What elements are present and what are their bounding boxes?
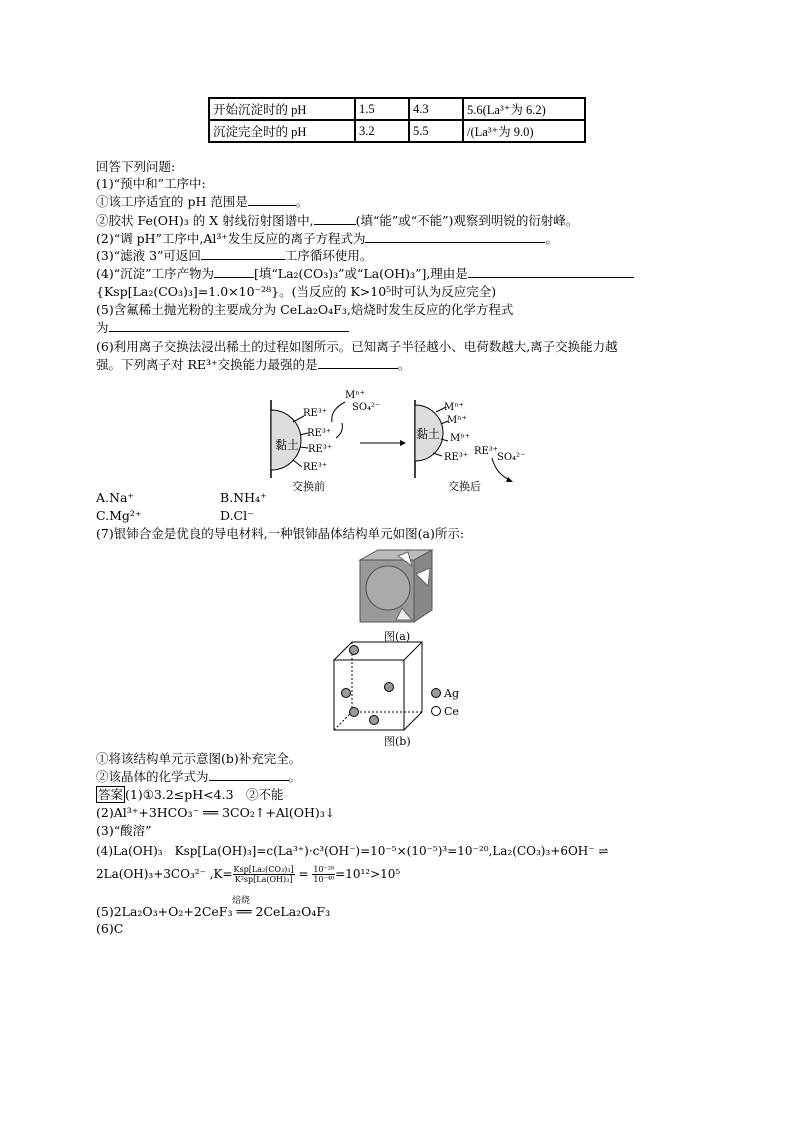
q1b-pre: ②胶状 Fe(OH)₃ 的 X 射线衍射图谱中, bbox=[96, 213, 314, 228]
q7: (7)银铈合金是优良的导电材料,一种银铈晶体结构单元如图(a)所示: bbox=[96, 526, 465, 541]
option-c[interactable]: C.Mg²⁺ bbox=[96, 508, 142, 523]
q4-mid: [填“La₂(CO₃)₃”或“La(OH)₃”],理由是 bbox=[254, 266, 468, 281]
table-cell: 1.5 bbox=[355, 98, 409, 120]
table-cell: 3.2 bbox=[355, 120, 409, 142]
option-b[interactable]: B.NH₄⁺ bbox=[220, 490, 267, 505]
q4-pre: (4)“沉淀”工序产物为 bbox=[96, 266, 214, 281]
q7b: ②该晶体的化学式为 。 bbox=[96, 769, 302, 784]
q1a-text: ①该工序适宜的 pH 范围是 bbox=[96, 194, 248, 209]
answer-6: (6)C bbox=[96, 921, 124, 936]
caption-after: 交换后 bbox=[448, 480, 481, 493]
answer-blank[interactable] bbox=[365, 230, 545, 243]
clay-label-after: 黏土 bbox=[416, 427, 441, 441]
answer-1-text: (1)①3.2≤pH<4.3 ②不能 bbox=[125, 787, 284, 802]
answer-blank[interactable] bbox=[248, 193, 296, 206]
caption-figure-b: 图(b) bbox=[384, 735, 411, 748]
caption-before: 交换前 bbox=[292, 480, 325, 493]
table-row bbox=[209, 120, 585, 142]
table-row bbox=[209, 98, 585, 120]
frac-den: K²sp[La(OH)₃] bbox=[234, 875, 293, 884]
q5-line2 bbox=[96, 319, 349, 336]
answer-blank[interactable] bbox=[214, 265, 254, 278]
answer-4-line2: 2La(OH)₃+3CO₃²⁻ ,K= $\frac{\text{Ksp[La₂(CO₃)₃]}}{\text{K²sp[La(OH)₃]}}$ = $\frac{\text{10⁻²⁸}}{\text{10⁻⁴⁰}}=10^{12}>10^5$ bbox=[96, 865, 401, 884]
table-cell: 沉淀完全时的 pH bbox=[209, 120, 355, 142]
q5-line1: (5)含氟稀土抛光粉的主要成分为 CeLa₂O₄F₃,焙烧时发生反应的化学方程式 bbox=[96, 302, 514, 317]
crystal-figure-a bbox=[350, 548, 440, 626]
value-fraction bbox=[312, 865, 335, 884]
intro: 回答下列问题: bbox=[96, 159, 176, 174]
m-ion-label: Mⁿ⁺ bbox=[444, 402, 464, 413]
answer-blank[interactable] bbox=[209, 768, 289, 781]
q6-text: 强。下列离子对 RE³⁺交换能力最强的是 bbox=[96, 357, 318, 372]
answer-blank[interactable] bbox=[201, 247, 285, 260]
q3-post: 工序循环使用。 bbox=[284, 248, 373, 263]
re-ion-label: RE³⁺ bbox=[303, 462, 328, 473]
answer-blank[interactable] bbox=[109, 319, 349, 332]
answer-2: (2)Al³⁺+3HCO₃⁻ ══ 3CO₂↑+Al(OH)₃↓ bbox=[96, 805, 336, 820]
answer-3: (3)“酸溶” bbox=[96, 823, 152, 838]
answer-blank[interactable] bbox=[468, 265, 634, 278]
q4 bbox=[96, 265, 634, 282]
re-ion-label: RE³⁺ bbox=[308, 444, 333, 455]
answer-tag: 答案 bbox=[98, 787, 124, 802]
crystal-figure-b bbox=[332, 640, 492, 732]
q1b bbox=[96, 212, 578, 229]
q4-line2: {Ksp[La₂(CO₃)₃]=1.0×10⁻²⁸}。(当反应的 K>10⁵时可认为反应完全) bbox=[96, 284, 497, 299]
q1b-post: (填“能”或“不能”)观察到明锐的衍射峰。 bbox=[355, 213, 579, 228]
answer-blank[interactable] bbox=[314, 212, 356, 225]
frac-den: 10⁻⁴⁰ bbox=[313, 875, 335, 884]
answer-5-condition: 焙烧 bbox=[232, 896, 251, 906]
legend-ag: Ag bbox=[444, 687, 459, 700]
clay-label-before: 黏土 bbox=[275, 438, 300, 452]
caption-figure-a: 图(a) bbox=[384, 630, 411, 643]
answer-4-line1: (4)La(OH)₃ Ksp[La(OH)₃]=c(La³⁺)·c³(OH⁻)=10⁻⁵×(10⁻⁵)³=10⁻²⁰,La₂(CO₃)₃+6OH⁻ ⇌ bbox=[96, 844, 609, 858]
m-ion-label: Mⁿ⁺ bbox=[345, 390, 365, 401]
ksp-fraction bbox=[233, 865, 295, 884]
option-d[interactable]: D.Cl⁻ bbox=[220, 508, 254, 523]
table-cell: 5.6(La³⁺为 6.2) bbox=[463, 98, 585, 120]
q6-line2: 强。下列离子对 RE³⁺交换能力最强的是 。 bbox=[96, 357, 411, 372]
re-ion-label: RE³⁺ bbox=[474, 446, 499, 457]
table-cell: 5.5 bbox=[409, 120, 463, 142]
q3 bbox=[96, 247, 372, 264]
ph-table bbox=[208, 97, 586, 143]
answer-4-post: =10¹²>10⁵ bbox=[335, 867, 401, 881]
q5-text: 为 bbox=[96, 320, 109, 335]
so4-label: SO₄²⁻ bbox=[352, 402, 381, 413]
answer-5: (5)2La₂O₃+O₂+2CeF₃ ══ 2CeLa₂O₄F₃ bbox=[96, 904, 331, 919]
table-cell: 开始沉淀时的 pH bbox=[209, 98, 355, 120]
re-ion-label: RE³⁺ bbox=[444, 452, 469, 463]
q2: (2)“调 pH”工序中,Al³⁺发生反应的离子方程式为 。 bbox=[96, 231, 558, 246]
table-cell: 4.3 bbox=[409, 98, 463, 120]
frac-num: Ksp[La₂(CO₃)₃] bbox=[233, 865, 294, 874]
table-cell: /(La³⁺为 9.0) bbox=[463, 120, 585, 142]
so4-label: SO₄²⁻ bbox=[497, 452, 526, 463]
answer-4-pre: 2La(OH)₃+3CO₃²⁻ ,K= bbox=[96, 867, 233, 881]
m-ion-label: Mⁿ⁺ bbox=[447, 415, 467, 426]
q7a: ①将该结构单元示意图(b)补充完全。 bbox=[96, 751, 302, 766]
q2-text: (2)“调 pH”工序中,Al³⁺发生反应的离子方程式为 bbox=[96, 231, 366, 246]
q7b-text: ②该晶体的化学式为 bbox=[96, 769, 209, 784]
answer-blank[interactable] bbox=[318, 356, 398, 369]
re-ion-label: RE³⁺ bbox=[307, 428, 332, 439]
q6-line1: (6)利用离子交换法浸出稀土的过程如图所示。已知离子半径越小、电荷数越大,离子交换能力越 bbox=[96, 339, 618, 354]
m-ion-label: Mⁿ⁺ bbox=[450, 433, 470, 444]
q1-title: (1)“预中和”工序中: bbox=[96, 176, 206, 191]
q1a: ①该工序适宜的 pH 范围是 。 bbox=[96, 194, 309, 209]
option-a[interactable]: A.Na⁺ bbox=[96, 490, 134, 505]
answer-1 bbox=[96, 786, 284, 803]
legend-ce: Ce bbox=[444, 705, 459, 718]
q3-pre: (3)“滤液 3”可返回 bbox=[96, 248, 201, 263]
re-ion-label: RE³⁺ bbox=[303, 408, 328, 419]
frac-num: 10⁻²⁸ bbox=[313, 865, 335, 874]
